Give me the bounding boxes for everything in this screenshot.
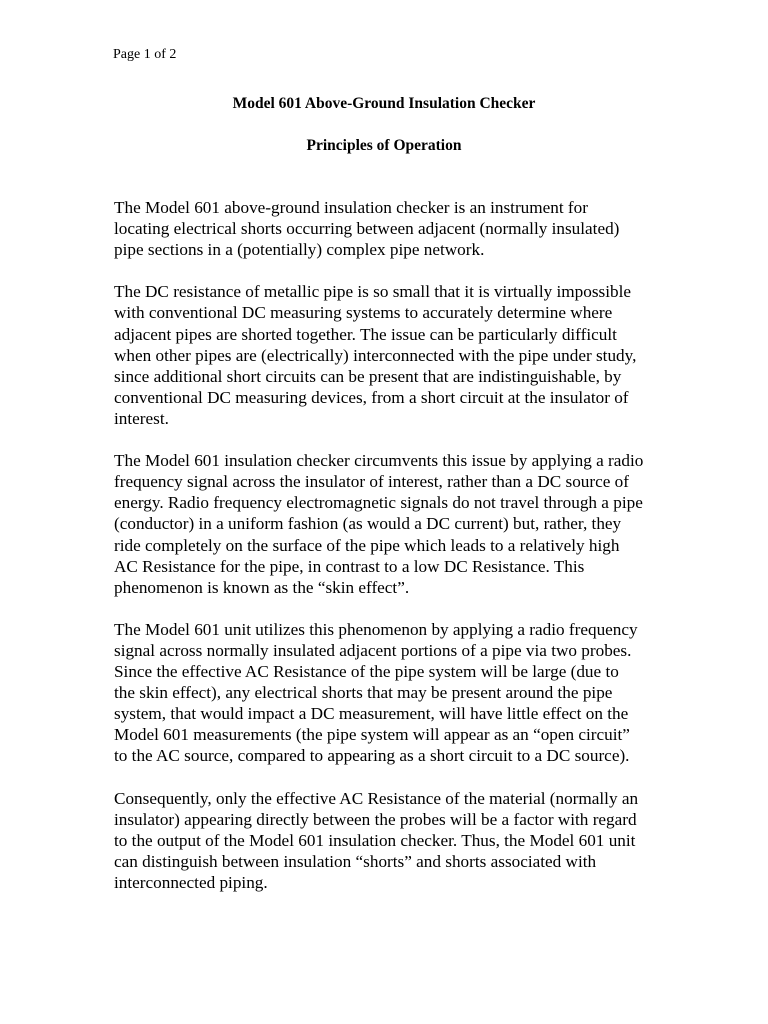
text-line: insulator) appearing directly between the probes will be a factor with regard xyxy=(114,809,637,829)
text-line: The Model 601 insulation checker circumvents this issue by applying a radio xyxy=(114,451,644,471)
paragraph-2 xyxy=(114,281,674,429)
text-line: The DC resistance of metallic pipe is so small that it is virtually impossible xyxy=(114,282,631,302)
paragraph-4 xyxy=(114,619,674,767)
text-line: conventional DC measuring devices, from a short circuit at the insulator of xyxy=(114,387,629,407)
text-line: frequency signal across the insulator of interest, rather than a DC source of xyxy=(114,472,629,492)
text-line: ride completely on the surface of the pipe which leads to a relatively high xyxy=(114,535,620,555)
text-line: locating electrical shorts occurring between adjacent (normally insulated) xyxy=(114,219,620,239)
text-line: The Model 601 unit utilizes this phenomenon by applying a radio frequency xyxy=(114,619,638,639)
text-line: can distinguish between insulation “shorts” and shorts associated with xyxy=(114,851,597,871)
paragraph-1 xyxy=(114,197,674,260)
text-line: to the AC source, compared to appearing as a short circuit to a DC source). xyxy=(114,746,630,766)
text-line: energy. Radio frequency electromagnetic signals do not travel through a pipe xyxy=(114,493,643,513)
document-body xyxy=(114,197,674,914)
text-line: since additional short circuits can be present that are indistinguishable, by xyxy=(114,366,622,386)
text-line: signal across normally insulated adjacent portions of a pipe via two probes. xyxy=(114,640,632,660)
text-line: phenomenon is known as the “skin effect”. xyxy=(114,577,410,597)
paragraph-3 xyxy=(114,450,674,598)
text-line: Consequently, only the effective AC Resistance of the material (normally an xyxy=(114,788,639,808)
text-line: (conductor) in a uniform fashion (as would a DC current) but, rather, they xyxy=(114,514,622,534)
page-number: Page 1 of 2 xyxy=(113,47,177,62)
text-line: when other pipes are (electrically) interconnected with the pipe under study, xyxy=(114,345,637,365)
paragraph-5 xyxy=(114,788,674,893)
text-line: the skin effect), any electrical shorts that may be present around the pipe xyxy=(114,683,613,703)
text-line: Model 601 measurements (the pipe system will appear as an “open circuit” xyxy=(114,725,630,745)
text-line: pipe sections in a (potentially) complex pipe network. xyxy=(114,240,485,260)
text-line: interconnected piping. xyxy=(114,873,268,892)
text-line: with conventional DC measuring systems to accurately determine where xyxy=(114,303,613,323)
text-line: AC Resistance for the pipe, in contrast to a low DC Resistance. This xyxy=(114,556,585,576)
text-line: adjacent pipes are shorted together. The issue can be particularly difficult xyxy=(114,324,617,344)
text-line: Since the effective AC Resistance of the pipe system will be large (due to xyxy=(114,662,619,682)
document-title: Model 601 Above-Ground Insulation Checker xyxy=(232,95,536,112)
text-line: interest. xyxy=(114,408,169,428)
text-line: The Model 601 above-ground insulation checker is an instrument for xyxy=(114,198,588,217)
text-line: to the output of the Model 601 insulation checker. Thus, the Model 601 unit xyxy=(114,830,636,850)
text-line: system, that would impact a DC measurement, will have little effect on the xyxy=(114,704,629,724)
document-subtitle: Principles of Operation xyxy=(306,137,462,154)
